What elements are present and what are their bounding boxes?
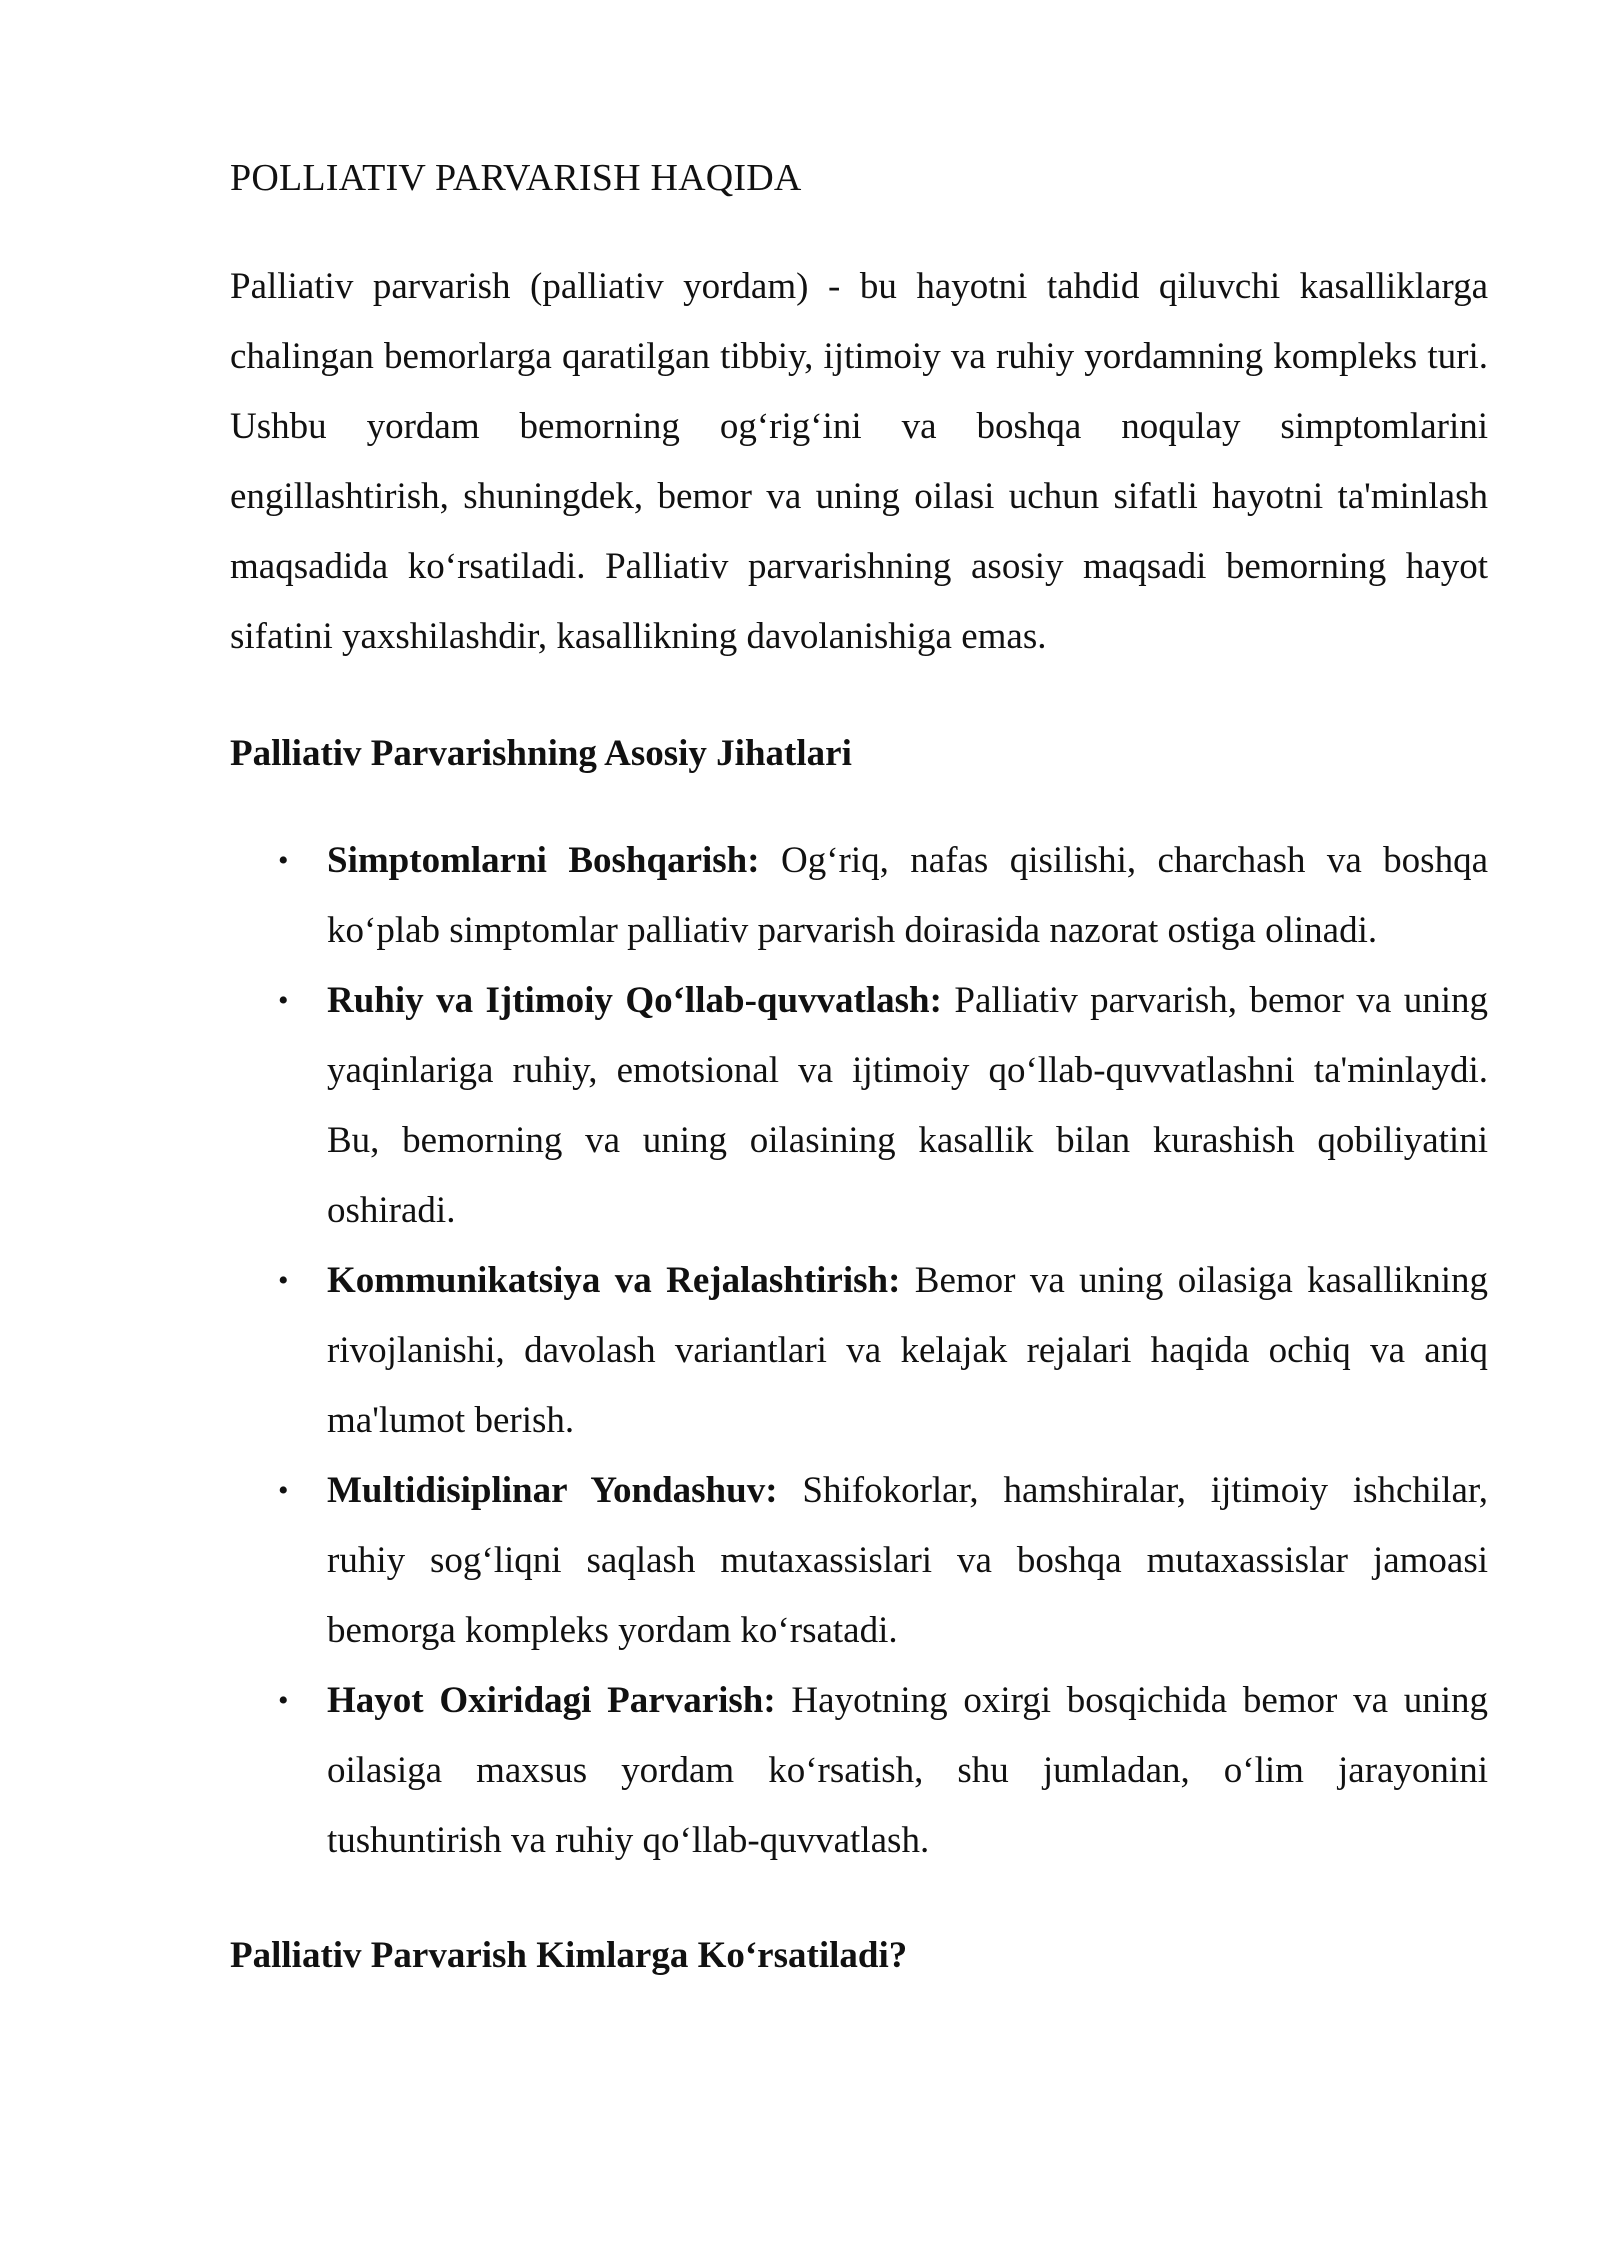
list-item bbox=[230, 1666, 1488, 1876]
list-item-term: Kommunikatsiya va Rejalashtirish: bbox=[327, 1260, 901, 1301]
list-item bbox=[230, 966, 1488, 1246]
list-item bbox=[230, 1246, 1488, 1456]
list-item-term: Ruhiy va Ijtimoiy Qo‘llab-quvvatlash: bbox=[327, 980, 942, 1021]
intro-paragraph: Palliativ parvarish (palliativ yordam) - bu hayotni tahdid qiluvchi kasalliklarga chalingan bemorlarga qaratilgan tibbiy, ijtimoiy va ruhiy yordamning kompleks turi. Ushbu yordam bemorning og‘rig‘ini va boshqa noqulay simptomlarini engillashtirish, shuningdek, bemor va uning oilasi uchun sifatli hayotni ta'minlash maqsadida ko‘rsatiladi. Palliativ parvarishning asosiy maqsadi bemorning hayot sifatini yaxshilashdir, kasallikning davolanishiga emas. bbox=[230, 266, 1488, 657]
list-item-text: Shifokorlar, hamshiralar, ijtimoiy ishchilar, ruhiy sog‘liqni saqlash mutaxassislari va boshqa mutaxassislar jamoasi bemorga kompleks yordam ko‘rsatadi. bbox=[327, 1470, 1489, 1651]
list-item bbox=[230, 826, 1488, 966]
section-heading-recipients: Palliativ Parvarish Kimlarga Ko‘rsatiladi? bbox=[230, 1935, 908, 1976]
list-item-term: Simptomlarni Boshqarish: bbox=[327, 840, 760, 881]
bullet-icon: • bbox=[278, 1684, 289, 1717]
list-item-term: Multidisiplinar Yondashuv: bbox=[327, 1470, 778, 1511]
list-item-text: Hayotning oxirgi bosqichida bemor va uning oilasiga maxsus yordam ko‘rsatish, shu jumladan, o‘lim jarayonini tushuntirish va ruhiy qo‘llab-quvvatlash. bbox=[327, 1680, 1488, 1861]
list-item-text: Bemor va uning oilasiga kasallikning rivojlanishi, davolash variantlari va kelajak rejalari haqida ochiq va aniq ma'lumot berish. bbox=[327, 1260, 1488, 1441]
bullet-icon: • bbox=[278, 1474, 289, 1507]
list-item bbox=[230, 1456, 1488, 1666]
document-page bbox=[230, 148, 1488, 2028]
section-heading-aspects: Palliativ Parvarishning Asosiy Jihatlari bbox=[230, 733, 852, 774]
list-item-term: Hayot Oxiridagi Parvarish: bbox=[327, 1680, 776, 1721]
bullet-icon: • bbox=[278, 1264, 289, 1297]
list-item-text: Palliativ parvarish, bemor va uning yaqinlariga ruhiy, emotsional va ijtimoiy qo‘llab-quvvatlashni ta'minlaydi. Bu, bemorning va uning oilasining kasallik bilan kurashish qobiliyatini oshiradi. bbox=[327, 980, 1488, 1231]
aspects-list bbox=[230, 826, 1488, 1876]
document-title: POLLIATIV PARVARISH HAQIDA bbox=[230, 157, 802, 199]
bullet-icon: • bbox=[278, 844, 289, 877]
bullet-icon: • bbox=[278, 984, 289, 1017]
list-item-text: Og‘riq, nafas qisilishi, charchash va boshqa ko‘plab simptomlar palliativ parvarish doirasida nazorat ostiga olinadi. bbox=[327, 840, 1488, 951]
